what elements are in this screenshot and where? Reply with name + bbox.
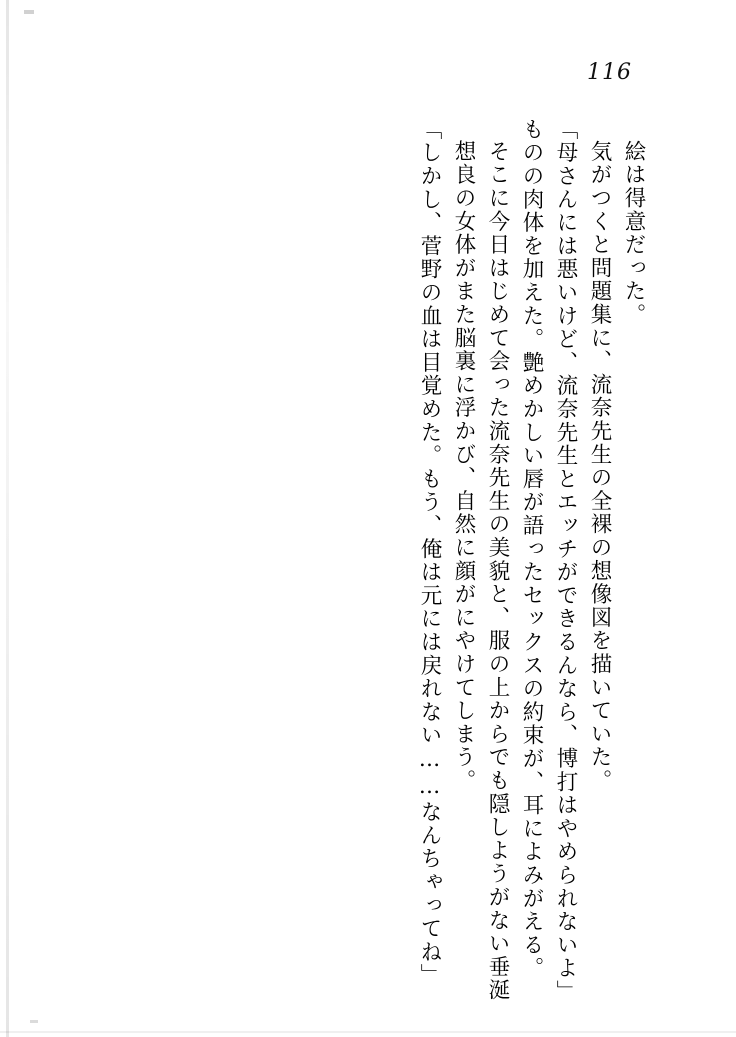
text-column-1: 「しかし、菅野の血は目覚めた。もう、俺は元には戻れない……なんちゃってね」 [417,118,442,988]
scan-edge-bottom [0,1031,736,1033]
text-column-3: そこに今日はじめて会った流奈先生の美貌と、服の上からでも隠しようがない垂涎 [485,140,510,1003]
scan-edge-left [6,0,9,1037]
scan-artifact-bottom-left [30,1020,38,1023]
scan-artifact-top-left [24,10,34,14]
page-number: 116 [587,60,632,85]
text-column-5: 「母さんには悪いけど、流奈先生とエッチができるんなら、博打はやめられないよ」 [553,118,578,1004]
vertical-text-block [406,118,646,1004]
text-column-4: ものの肉体を加えた。艶めかしい唇が語ったセックスの約束が、耳によみがえる。 [519,118,544,981]
text-column-7: 絵は得意だった。 [621,140,646,327]
text-column-6: 気がつくと問題集に、流奈先生の全裸の想像図を描いていた。 [587,140,612,793]
text-column-2: 想良の女体がまた脳裏に浮かび、自然に顔がにやけてしまう。 [451,140,476,793]
